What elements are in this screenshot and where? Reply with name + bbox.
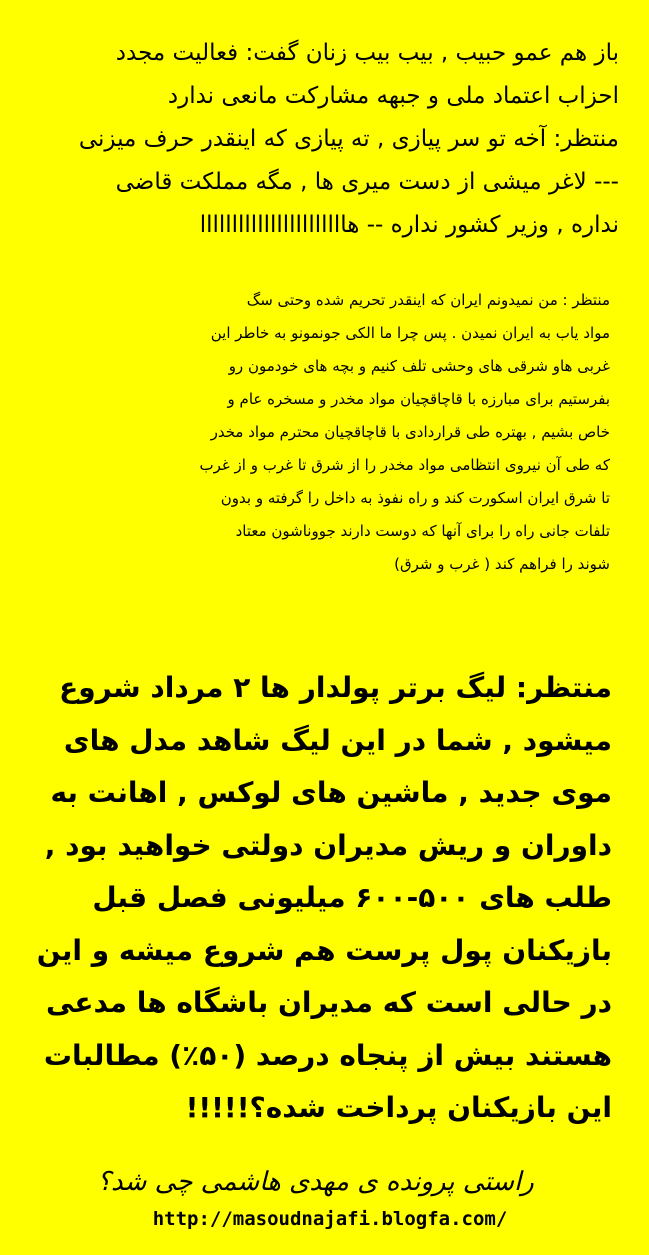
news-paragraph-3: [36, 662, 612, 1135]
text-line: باز هم عمو حبیب , بیب بیب زنان گفت: فعالیت مجدد: [115, 40, 619, 66]
text-line: هستند بیش از پنجاه درصد (۵۰٪) مطالبات: [43, 1038, 612, 1072]
text-line: طلب های ۵۰۰-۶۰۰ میلیونی فصل قبل: [92, 881, 612, 914]
text-line: در حالی است که مدیران باشگاه ها مدعی: [45, 986, 612, 1019]
blog-url[interactable]: http://masoudnajafi.blogfa.com/: [152, 1208, 508, 1230]
text-line: خاص بشیم , بهتره طی قراردادی با قاچاقچیان محترم مواد مخدر: [210, 423, 610, 441]
text-line: این بازیکنان پرداخت شده؟!!!!!: [185, 1091, 612, 1124]
text-line: شوند را فراهم کند ( غرب و شرق): [394, 555, 610, 573]
text-line: میشود , شما در این لیگ شاهد مدل های: [63, 723, 612, 757]
text-line: --- لاغر میشی از دست میری ها , مگه مملکت قاضی: [115, 169, 619, 195]
text-line: تلفات جانی راه را برای آنها که دوست دارند جووناشون معتاد: [235, 522, 610, 540]
text-line: موی جدید , ماشین های لوکس , اهانت به: [50, 776, 612, 809]
text-line: بفرستیم برای مبارزه با قاچاقچیان مواد مخدر و مسخره عام و: [227, 390, 610, 408]
text-line: احزاب اعتماد ملی و جبهه مشارکت مانعی ندارد: [167, 83, 619, 109]
text-line: که طی آن نیروی انتظامی مواد مخدر را از شرق تا غرب و از غرب: [199, 456, 610, 474]
signature-question: راستی پرونده ی مهدی هاشمی چی شد؟: [97, 1167, 534, 1197]
text-line: بازیکنان پول پرست هم شروع میشه و این: [36, 933, 612, 967]
news-paragraph-1: [22, 32, 619, 247]
news-paragraph-2: [34, 284, 610, 581]
text-line: نداره , وزیر کشور نداره -- هااااااااااااااااااااااا: [199, 212, 619, 238]
text-line: داوران و ریش مدیران دولتی خواهید بود ,: [44, 828, 612, 862]
text-line: غربی هاو شرقی های وحشی تلف کنیم و بچه های خودمون رو: [228, 357, 610, 375]
text-line: تا شرق ایران اسکورت کند و راه نفوذ به داخل را گرفته و بدون: [220, 489, 610, 507]
text-line: منتظر: آخه تو سر پیازی , ته پیازی که اینقدر حرف میزنی: [78, 126, 619, 152]
text-line: مواد یاب به ایران نمیدن . پس چرا ما الکی جونمونو به خاطر این: [210, 324, 610, 342]
text-line: منتظر: لیگ برتر پولدار ها ۲ مرداد شروع: [59, 671, 612, 704]
text-line: منتظر : من نمیدونم ایران که اینقدر تحریم شده وحتی سگ: [246, 291, 610, 309]
